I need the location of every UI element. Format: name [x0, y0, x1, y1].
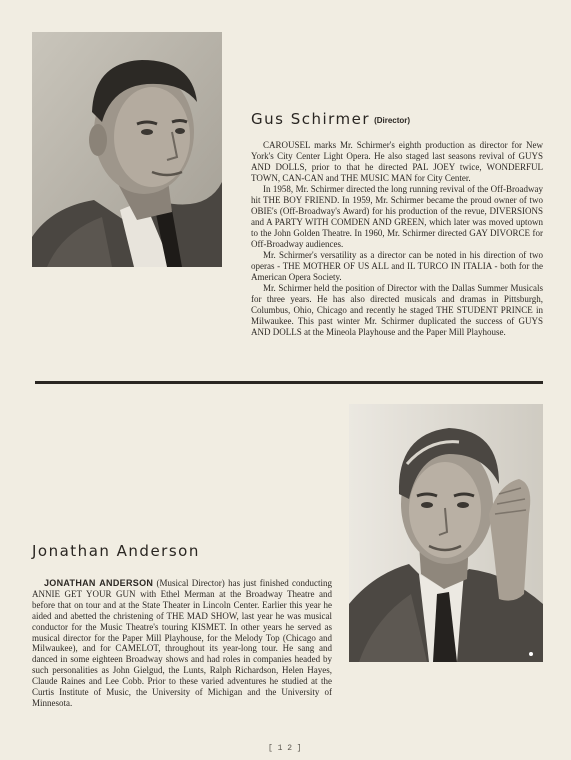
- director-bio-paragraph: Mr. Schirmer held the position of Director with the Dallas Summer Musicals for three years. He has also directed musicals and dramas in Pittsburgh, Columbus, Ohio, Chicago and recently he staged THE STUDENT PRINCE in Milwaukee. This past winter Mr. Schirmer duplicated the success of GUYS AND DOLLS at the Mineola Playhouse and the Paper Mill Playhouse.: [251, 283, 543, 337]
- section-divider: [35, 381, 543, 384]
- director-name-heading: [251, 110, 410, 128]
- musical-director-lead: JONATHAN ANDERSON: [44, 578, 154, 588]
- director-bio-paragraph: Mr. Schirmer's versatility as a director can be noted in his direction of two operas - THE MOTHER OF US ALL and IL TURCO IN ITALIA - both for the American Opera Society.: [251, 250, 543, 282]
- director-photo: [32, 32, 222, 267]
- musical-director-bio-paragraph: [32, 578, 332, 709]
- musical-director-bio-text: (Musical Director) has just finished conducting ANNIE GET YOUR GUN with Ethel Merman at the Broadway Theatre and before that on tour and at the State Theater in Lincoln Center. Earlier this year he aided and abetted the christening of THE MAD SHOW, last year he was musical conductor for the Music Theatre's touring KISMET. In other years he served as musical director for the Paper Mill Playhouse, for the Melody Top (Chicago and Milwaukee), and for CAMELOT, throughout its year-long tour. He sang and danced in some eighteen Broadway shows and had roles in companies headed by such personalities as John Gielgud, the Lunts, Ralph Richardson, Helen Hayes, Claude Raines and Lee Cobb. Prior to these varied adventures he studied at the Curtis Institute of Music, the University of Michigan and the University of Minnesota.: [32, 578, 332, 708]
- page-number: [ 1 2 ]: [268, 744, 302, 753]
- director-role: (Director): [374, 116, 411, 125]
- director-bio: [251, 140, 543, 338]
- director-name: Gus Schirmer: [251, 110, 371, 128]
- director-bio-paragraph: In 1958, Mr. Schirmer directed the long running revival of the Off-Broadway hit THE BOY FRIEND. In 1959, Mr. Schirmer became the proud owner of two OBIE's (Off-Broadway's Award) for his production of the revue, DIVERSIONS and A PARTY WITH COMDEN AND GREEN, which later was moved uptown to the John Golden Theatre. In 1960, Mr. Schirmer directed GAY DIVORCE for Off-Broadway audiences.: [251, 184, 543, 249]
- musical-director-portrait-image: [349, 404, 543, 662]
- musical-director-photo: [349, 404, 543, 662]
- musical-director-name: Jonathan Anderson: [32, 542, 200, 560]
- director-bio-paragraph: CAROUSEL marks Mr. Schirmer's eighth production as director for New York's City Center Light Opera. He also staged last seasons revival of GUYS AND DOLLS, prior to that he directed PAL JOEY twice, WONDERFUL TOWN, CAN-CAN and THE MUSIC MAN for City Center.: [251, 140, 543, 183]
- director-portrait-image: [32, 32, 222, 267]
- musical-director-bio: [32, 578, 332, 709]
